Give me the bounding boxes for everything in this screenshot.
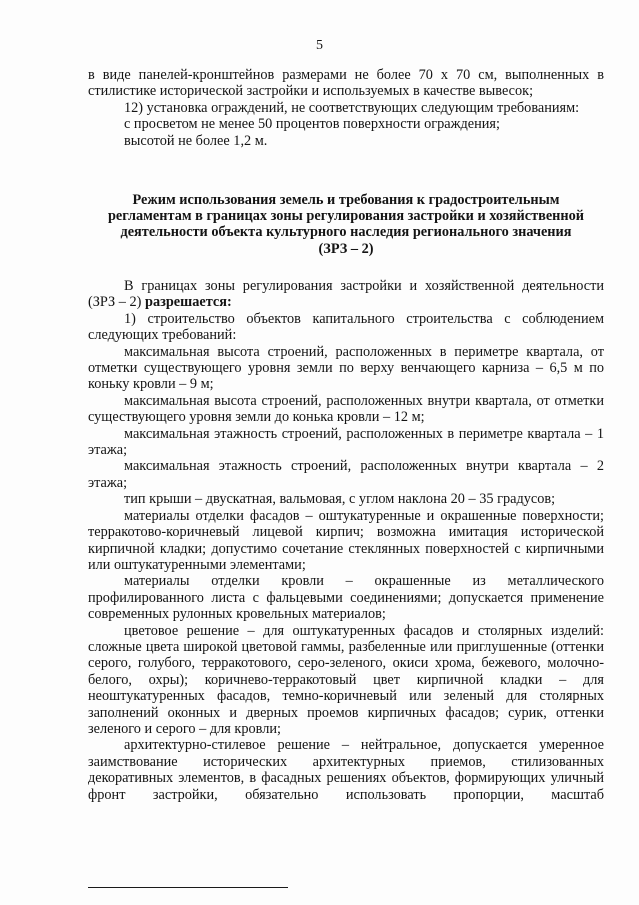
- main-body: [88, 278, 604, 803]
- paragraph-signboards: в виде панелей-кронштейнов размерами не более 70 х 70 см, выполненных в стилистике исторической застройки и используемых в качестве вывесок;: [88, 67, 604, 100]
- footer-divider: [88, 887, 288, 888]
- paragraph-height-inside: максимальная высота строений, расположенных внутри квартала, от отметки существующего уровня земли до конька кровли – 12 м;: [88, 392, 604, 426]
- intro-text: В границах зоны регулирования застройки и хозяйственной деятельности (ЗРЗ – 2): [88, 278, 604, 311]
- heading-line: Режим использования земель и требования к градостроительным: [132, 192, 560, 208]
- heading-line: (ЗРЗ – 2): [318, 240, 374, 257]
- section-heading: [88, 192, 604, 257]
- paragraph-roof-materials: материалы отделки кровли – окрашенные из металлического профилированного листа с фальцевыми соединениями; допускается применение современных рулонных кровельных материалов;: [88, 573, 604, 623]
- paragraph-facade-materials: материалы отделки фасадов – оштукатуренные и окрашенные поверхности; терракотово-коричневый лицевой кирпич; возможна имитация исторической кирпичной кладки; допустимо сочетание стеклянных поверхностей с кирпичными или оштукатуренными элементами;: [88, 507, 604, 573]
- top-block: [88, 67, 604, 149]
- paragraph-intro: [88, 278, 604, 311]
- paragraph-fence-gap: с просветом не менее 50 процентов поверхности ограждения;: [124, 116, 500, 133]
- paragraph-fence-height: высотой не более 1,2 м.: [124, 132, 268, 149]
- paragraph-style-solution: архитектурно-стилевое решение – нейтральное, допускается умеренное заимствование исторических архитектурных приемов, стилизованных декоративных элементов, в фасадных решениях объектов, формирующих уличный фронт застройки, обязательно использовать пропорции, масштаб: [88, 737, 604, 803]
- paragraph-color-solution: цветовое решение – для оштукатуренных фасадов и столярных изделий: сложные цвета широкой цветовой гаммы, разбеленные или приглушенные (оттенки серого, голубого, терракотового, серо-зеленого, окиси хрома, бежевого, молочно-белого, охры); коричнево-терракотовый цвет кирпичной кладки – для неоштукатуренных фасадов, темно-коричневый или зеленый для столярных заполнений оконных и дверных проемов кирпичных фасадов; сурик, оттенки зеленого и серого – для кровли;: [88, 622, 604, 737]
- heading-line: регламентам в границах зоны регулирования застройки и хозяйственной: [107, 208, 585, 225]
- heading-line: деятельности объекта культурного наследия регионального значения: [120, 224, 572, 241]
- paragraph-construction: 1) строительство объектов капитального строительства с соблюдением следующих требований:: [88, 310, 604, 344]
- paragraph-fences: 12) установка ограждений, не соответствующих следующим требованиям:: [124, 99, 580, 116]
- paragraph-height-perimeter: максимальная высота строений, расположенных в периметре квартала, от отметки существующего уровня земли по верху венчающего карниза – 6,5 м по коньку кровли – 9 м;: [88, 343, 604, 393]
- paragraph-floors-perimeter: максимальная этажность строений, расположенных в периметре квартала – 1 этажа;: [88, 425, 604, 459]
- paragraph-roof-type: тип крыши – двускатная, вальмовая, с углом наклона 20 – 35 градусов;: [124, 491, 556, 508]
- paragraph-floors-inside: максимальная этажность строений, расположенных внутри квартала – 2 этажа;: [88, 458, 604, 491]
- intro-bold: разрешается:: [145, 294, 232, 311]
- page-number: 5: [316, 38, 323, 53]
